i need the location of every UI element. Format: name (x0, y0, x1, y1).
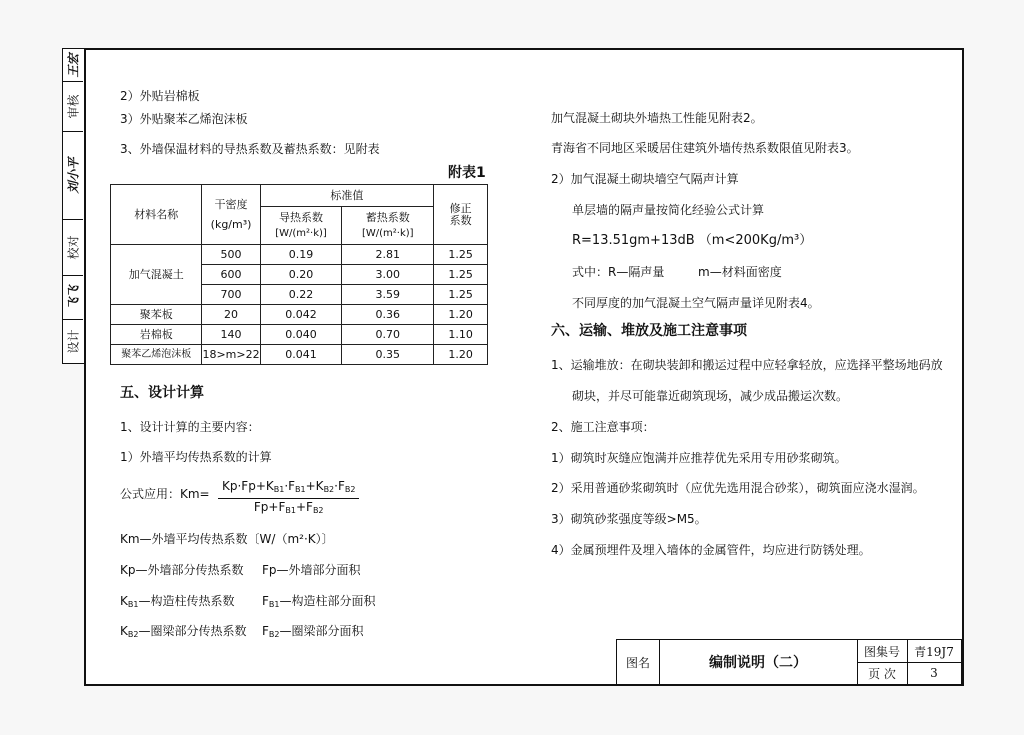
fb2-definition: $F_{B2}—$圈梁部分面积 (262, 624, 364, 639)
title-block (616, 639, 962, 685)
header-standard: 标准值 (260, 185, 434, 207)
text-line: 加气混凝土砌块外墙热工性能见附表2。 (551, 111, 763, 125)
atlas-label: 图集号 (863, 644, 900, 659)
text-line: 砌块，并尽可能靠近砌筑现场，减少成品搬运次数。 (572, 389, 849, 403)
table-row: 加气混凝土 500 0.19 2.81 1.25 (111, 245, 488, 265)
atlas-number: 青19J7 (914, 644, 954, 659)
header-density: 干密度 (kg/m³) (202, 185, 260, 245)
fp-definition: Fp—外墙部分面积 (262, 563, 361, 577)
table-caption: 附表1 (448, 165, 486, 181)
header-conductivity: 导热系数 [W/(m²·k)] (260, 207, 342, 245)
table-row: 600 0.20 3.00 1.25 (111, 265, 488, 285)
text-line: 1）砌筑时灰缝应饱满并应推荐优先采用专用砂浆砌筑。 (551, 451, 847, 465)
header-material: 材料名称 (111, 185, 202, 245)
header-heat-storage: 蓄热系数 [W/(m²·k)] (342, 207, 434, 245)
text-line: 1、运输堆放：在砌块装卸和搬运过程中应轻拿轻放，应选择平整场地码放 (551, 358, 943, 372)
km-definition: Km—外墙平均传热系数〔W/（m²·K）〕 (120, 532, 334, 546)
text-line: 2）外贴岩棉板 (120, 89, 200, 103)
design-signature: 飞飞 (66, 284, 81, 310)
text-line: 单层墙的隔声量按简化经验公式计算 (572, 203, 765, 217)
text-line: 1）外墙平均传热系数的计算 (120, 450, 272, 464)
review-label: 审核 (66, 93, 81, 119)
section-title: 六、运输、堆放及施工注意事项 (551, 323, 747, 339)
thermal-properties-table (110, 184, 488, 365)
page-label: 页 次 (868, 666, 896, 681)
header-correction: 修正 系数 (434, 185, 488, 245)
text-line: 4）金属预埋件及埋入墙体的金属管件，均应进行防锈处理。 (551, 543, 871, 557)
text-line: 1、设计计算的主要内容： (120, 420, 260, 434)
text-line: 青海省不同地区采暖居住建筑外墙传热系数限值见附表3。 (551, 141, 859, 155)
text-line: 3）砌筑砂浆强度等级>M5。 (551, 512, 707, 526)
kb2-definition: $K_{B2}—$圈梁部分传热系数 (120, 624, 247, 639)
kb1-definition: $K_{B1}—$构造柱传热系数 (120, 594, 235, 609)
text-line: 2）采用普通砂浆砌筑时（应优先选用混合砂浆），砌筑面应浇水湿润。 (551, 481, 925, 495)
table-row: 岩棉板 140 0.040 0.70 1.10 (111, 325, 488, 345)
formula-label: 公式应用：Km= (120, 487, 210, 501)
text-line: 式中：R—隔声量 (572, 265, 665, 279)
text-line: 2、施工注意事项： (551, 420, 655, 434)
text-line: m—材料面密度 (698, 265, 782, 279)
text-line: 2）加气混凝土砌块墙空气隔声计算 (551, 172, 739, 186)
table-row: 聚苯板 20 0.042 0.36 1.20 (111, 305, 488, 325)
text-line: 不同厚度的加气混凝土空气隔声量详见附表4。 (572, 296, 820, 310)
signature-strip (62, 48, 84, 364)
kp-definition: Kp—外墙部分传热系数 (120, 563, 244, 577)
fb1-definition: $F_{B1}—$构造柱部分面积 (262, 594, 376, 609)
title-name-label: 图名 (625, 655, 650, 670)
sound-formula: R=13.51gm+13dB （m<200Kg/m³） (572, 233, 813, 248)
table-row: 聚苯乙烯泡沫板 18>m>22 0.041 0.35 1.20 (111, 345, 488, 365)
check-label: 校对 (66, 234, 81, 260)
section-title: 五、设计计算 (120, 385, 204, 401)
drawing-title: 编制说明（二） (709, 655, 807, 671)
text-line: 3、外墙保温材料的导热系数及蓄热系数：见附表 (120, 142, 380, 156)
page-number: 3 (930, 666, 938, 680)
check-signature: 刘小平 (66, 156, 81, 194)
km-formula: $\frac{Kp\cdot Fp+K_{B1}\cdot F_{B1}+K_{B2}\cdot F_{B2}}{Fp+F_{B1}+F_{B2}}$ (218, 478, 359, 519)
text-line: 3）外贴聚苯乙烯泡沫板 (120, 112, 248, 126)
table-row: 700 0.22 3.59 1.25 (111, 285, 488, 305)
review-signature: 王宏 (66, 52, 81, 78)
design-label: 设计 (66, 328, 81, 354)
